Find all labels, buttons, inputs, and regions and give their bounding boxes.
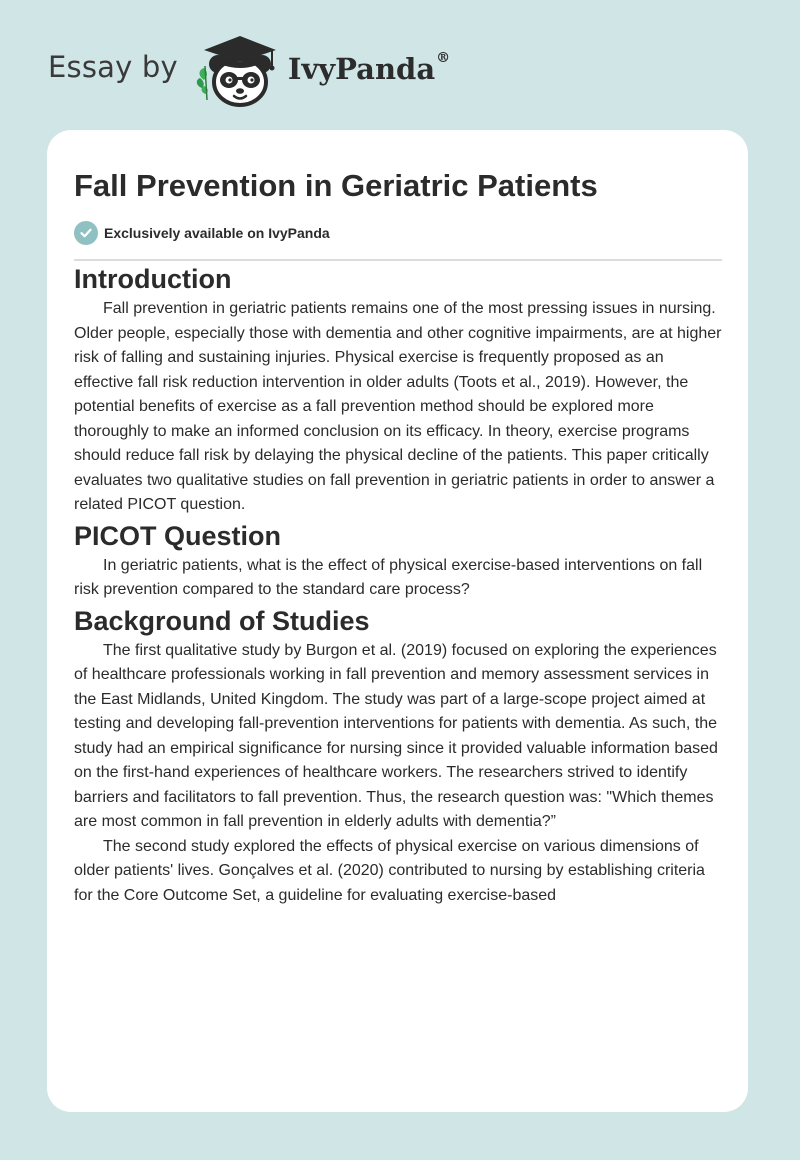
exclusive-label: Exclusively available on IvyPanda (104, 225, 330, 241)
page-title: Fall Prevention in Geriatric Patients (74, 168, 598, 203)
brand-name[interactable]: IvyPanda® (287, 50, 451, 86)
essay-by-label: Essay by (48, 50, 178, 84)
paragraph-background-2: The second study explored the effects of physical exercise on various dimensions of older patients' lives. Gonçalves et al. (2020) contributed to nursing by establishing criteria for the Core Outcome Set, a guideline for evaluating exercise-based (74, 837, 705, 904)
panda-graduate-logo-icon[interactable] (192, 30, 284, 110)
essay-card (47, 130, 748, 1112)
heading-picot-question: PICOT Question (74, 520, 282, 551)
site-header (48, 30, 450, 110)
heading-introduction: Introduction (74, 264, 232, 294)
exclusive-badge (74, 220, 722, 246)
paragraph-picot-question: In geriatric patients, what is the effect of physical exercise-based interventions on fall risk prevention compared to the standard care process? (74, 556, 703, 598)
heading-background-of-studies: Background of Studies (74, 605, 370, 636)
check-circle-icon (74, 221, 98, 245)
paragraph-background-1: The first qualitative study by Burgon et al. (2019) focused on exploring the experiences of healthcare professionals working in fall prevention and memory assessment services in the East Midlands, United Kingdom. The study was part of a large-scope project aimed at testing and developing fall-prevention interventions for patients with dementia. As such, the study had an empirical significance for nursing since it provided valuable information based on the first-hand experiences of healthcare workers. The researchers strived to identify barriers and facilitators to fall prevention. Thus, the research question was: "Which themes are most common in fall prevention in elderly adults with dementia?” (74, 641, 718, 830)
registered-mark: ® (436, 50, 451, 66)
paragraph-introduction: Fall prevention in geriatric patients remains one of the most pressing issues in nursing. Older people, especially those with dementia and other cognitive impairments, are at higher risk of falling and sustaining injuries. Physical exercise is frequently proposed as an effective fall risk reduction intervention in older adults (Toots et al., 2019). However, the potential benefits of exercise as a fall prevention method should be explored more thoroughly to make an informed conclusion on its efficacy. In theory, exercise programs should reduce fall risk by delaying the physical decline of the patients. This paper critically evaluates two qualitative studies on fall prevention in geriatric patients in order to answer a related PICOT question. (74, 300, 722, 513)
